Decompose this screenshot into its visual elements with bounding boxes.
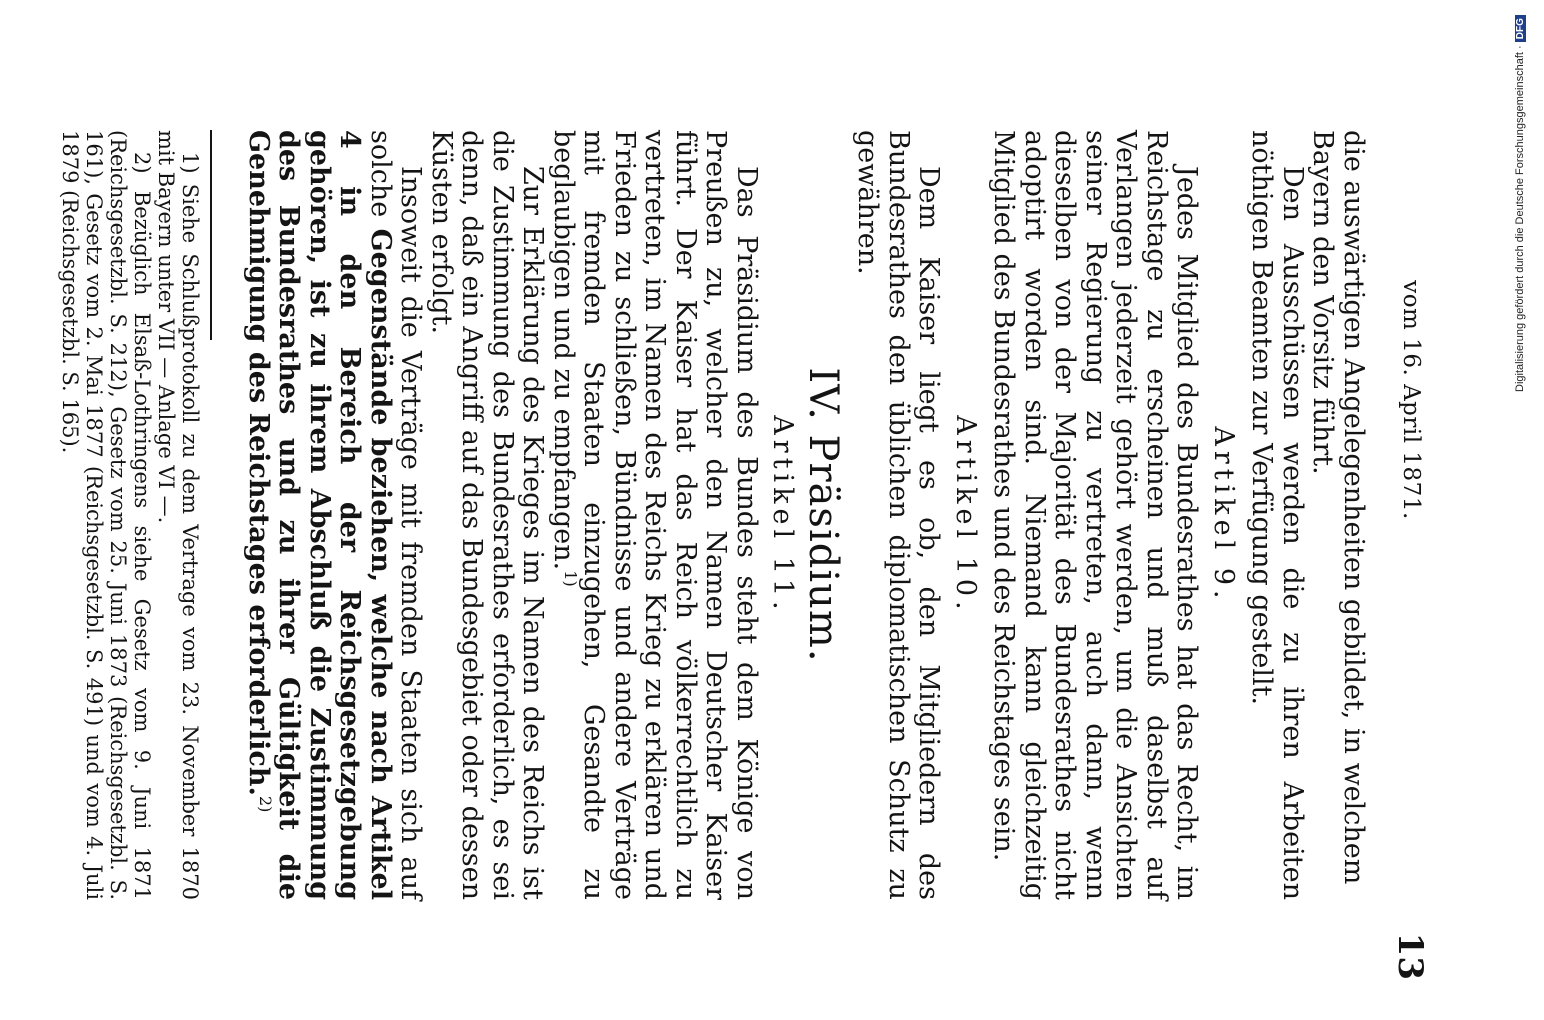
article-9-heading: Artikel 9.: [1208, 426, 1239, 604]
article-11-text-a: Das Präsidium des Bundes steht dem Könige von Preußen zu, welcher den Namen Deutscher Kaiser führt. Der Kaiser hat das Reich völkerrechtlich zu vertreten, im Namen des Reichs Krieg zu erklären und Frieden zu schließen, Bündnisse und andere Verträge mit fremden Staaten einzugehen, Gesandte zu beglaubigen und zu empfangen.: [548, 130, 762, 900]
article-11-text-c: Insoweit die Verträge mit fremden Staaten sich auf solche: [365, 130, 427, 900]
footnote-ref-1: 1): [561, 570, 580, 587]
page-number: 13: [1390, 932, 1430, 980]
paragraph: Den Ausschüssen werden die zu ihren Arbeiten nöthigen Beamten zur Verfügung gestellt.: [1246, 130, 1308, 900]
footnote-divider: [211, 130, 213, 340]
article-11-text-c-bold: Gegenstände beziehen, welche nach Artikel 4 in den Bereich der Reichsgesetzgebung gehören, ist zu ihrem Abschluß die Zustimmung des Bundesrathes und zu ihrer Gültigkeit die Genehmigung des Reichstages erforderlich.: [243, 130, 396, 900]
article-10-text: Dem Kaiser liegt es ob, den Mitgliedern des Bundesrathes den üblichen diplomatischen Schutz zu gewähren.: [852, 130, 945, 900]
body-text: [59, 130, 1369, 900]
article-11-heading: Artikel 11.: [767, 415, 799, 615]
section-heading: IV. Präsidium.: [800, 367, 846, 663]
paragraph-line: die auswärtigen Angelegenheiten gebildet, in welchem: [1338, 130, 1369, 885]
footnote-1: 1) Siehe Schlußprotokoll zu dem Vertrage vom 23. November 1870 mit Bayern unter VII — Anlage VI —.: [154, 130, 203, 900]
footnote-ref-2: 2): [256, 795, 275, 813]
article-10-heading: Artikel 10.: [950, 415, 981, 615]
digitization-credit-text: [1514, 6, 1526, 392]
paragraph-line: Bayern den Vorsitz führt.: [1307, 130, 1339, 475]
article-11-paragraph-c: [243, 130, 426, 900]
scanned-page: [58, 20, 1430, 1020]
page-content: [58, 20, 1430, 1020]
article-9-text: Jedes Mitglied des Bundesrathes hat das Recht, im Reichstage zu erscheinen und muß daselbst auf Verlangen jederzeit gehört werden, um die Ansichten seiner Regierung zu vertreten, auch dann, wenn dieselben von der Majorität des Bundesrathes nicht adoptirt worden sind. Niemand kann gleichzeitig Mitglied des Bundesrathes und des Reichstages sein.: [988, 130, 1203, 900]
article-11-text-b: Zur Erklärung des Krieges im Namen des Reichs ist die Zustimmung des Bundesrathes erforderlich, es sei denn, daß ein Angriff auf das Bundesgebiet oder dessen Küsten erfolgt.: [426, 130, 549, 900]
footnotes: [59, 130, 203, 900]
footnote-2: 2) Bezüglich Elsaß-Lothringens siehe Gesetz vom 9. Juni 1871 (Reichsgesetzbl. S. 212), Gesetz vom 25. Juni 1873 (Reichsgesetzbl. S. 161), Gesetz vom 2. Mai 1877 (Reichsgesetzbl. S. 491) und vom 4. Juli 1879 (Reichsgesetzbl. S. 165).: [58, 130, 155, 900]
digitization-credit: [1514, 6, 1536, 392]
dfg-logo: DFG: [1515, 15, 1526, 42]
running-head: vom 16. April 1871.: [1398, 280, 1424, 520]
article-11-paragraph-a: [548, 130, 762, 900]
credit-text: Digitalisierung gefördert durch die Deutsche Forschungsgemeinschaft ·: [1514, 45, 1526, 392]
